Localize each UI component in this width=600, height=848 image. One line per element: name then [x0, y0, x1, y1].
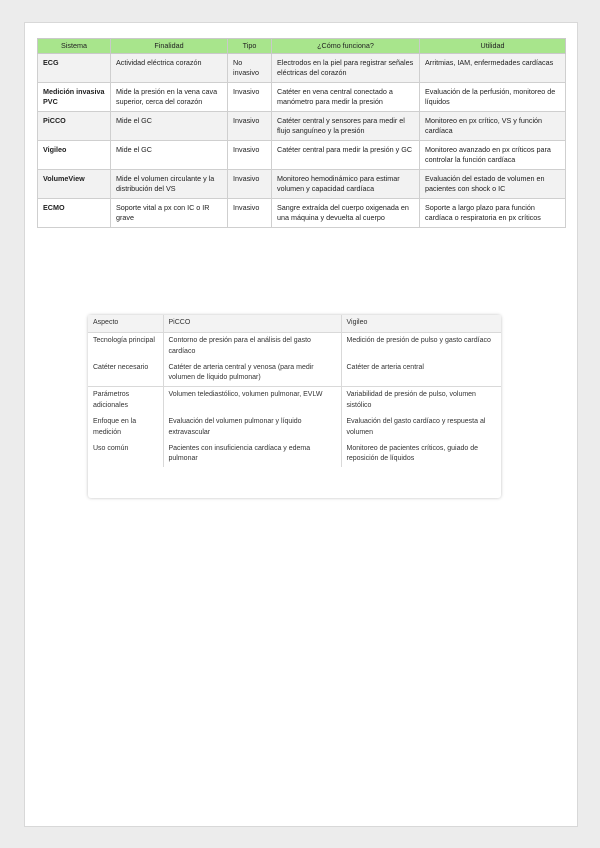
table-header-row — [88, 315, 501, 332]
how-cell: Catéter central y sensores para medir el flujo sanguíneo y la presión — [272, 112, 420, 141]
utility-cell: Soporte a largo plazo para función cardíaca o respiratoria en px críticos — [420, 199, 566, 228]
picco-cell: Volumen telediastólico, volumen pulmonar, EVLW — [163, 387, 341, 414]
system-cell: ECMO — [38, 199, 111, 228]
vigileo-cell: Evaluación del gasto cardíaco y respuesta al volumen — [346, 417, 486, 436]
utility-cell: Monitoreo en px crítico, VS y función cardíaca — [420, 112, 566, 141]
utility-cell: Arritmias, IAM, enfermedades cardíacas — [420, 54, 566, 83]
how-cell: Catéter en vena central conectado a manómetro para medir la presión — [272, 83, 420, 112]
comparison-table-card — [88, 315, 501, 498]
aspect-cell: Uso común — [88, 441, 163, 468]
purpose-cell: Mide el GC — [111, 141, 228, 170]
utility-cell: Evaluación de la perfusión, monitoreo de líquidos — [420, 83, 566, 112]
type-cell: Invasivo — [228, 112, 272, 141]
aspect-cell: Enfoque en la medición — [88, 414, 163, 441]
system-cell: Medición invasiva PVC — [38, 83, 111, 112]
how-cell: Electrodos en la piel para registrar señales eléctricas del corazón — [272, 54, 420, 83]
system-cell: Vigileo — [38, 141, 111, 170]
table-row — [88, 414, 501, 441]
table-row — [38, 199, 566, 228]
table-row — [38, 83, 566, 112]
system-cell: VolumeView — [38, 170, 111, 199]
aspect-cell: Parámetros adicionales — [88, 387, 163, 414]
vigileo-cell: Variabilidad de presión de pulso, volumen sistólico — [341, 387, 501, 414]
how-cell: Catéter central para medir la presión y GC — [272, 141, 420, 170]
purpose-cell: Mide el GC — [111, 112, 228, 141]
vigileo-cell: Monitoreo de pacientes críticos, guiado de reposición de líquidos — [346, 444, 479, 463]
header-cell: Tipo — [228, 39, 272, 54]
table-row — [88, 441, 501, 468]
header-cell: Sistema — [38, 39, 111, 54]
picco-cell: Pacientes con insuficiencia cardíaca y edema pulmonar — [163, 441, 341, 468]
table-header-row — [38, 39, 566, 54]
header-cell: Aspecto — [88, 315, 163, 332]
table-row — [38, 54, 566, 83]
purpose-cell: Soporte vital a px con IC o IR grave — [111, 199, 228, 228]
purpose-cell: Mide la presión en la vena cava superior, cerca del corazón — [111, 83, 228, 112]
type-cell: Invasivo — [228, 199, 272, 228]
how-cell: Monitoreo hemodinámico para estimar volumen y capacidad cardíaca — [272, 170, 420, 199]
table-row — [88, 387, 501, 414]
picco-vigileo-comparison-table — [88, 315, 501, 467]
how-cell: Sangre extraída del cuerpo oxigenada en una máquina y devuelta al cuerpo — [272, 199, 420, 228]
vigileo-cell: Catéter de arteria central — [346, 363, 424, 371]
vigileo-cell: Medición de presión de pulso y gasto cardíaco — [346, 336, 491, 344]
picco-cell: Catéter de arteria central y venosa (para medir volumen de líquido pulmonar) — [163, 360, 341, 387]
aspect-cell: Catéter necesario — [88, 360, 163, 387]
header-cell: Utilidad — [420, 39, 566, 54]
type-cell: No invasivo — [228, 54, 272, 83]
header-cell: ¿Cómo funciona? — [272, 39, 420, 54]
purpose-cell: Actividad eléctrica corazón — [111, 54, 228, 83]
table-row — [38, 170, 566, 199]
utility-cell: Evaluación del estado de volumen en pacientes con shock o IC — [420, 170, 566, 199]
table-row — [38, 112, 566, 141]
header-cell: Finalidad — [111, 39, 228, 54]
table-row — [88, 360, 501, 387]
type-cell: Invasivo — [228, 141, 272, 170]
system-cell: PiCCO — [38, 112, 111, 141]
aspect-cell: Tecnología principal — [88, 332, 163, 359]
table-row — [88, 332, 501, 359]
type-cell: Invasivo — [228, 83, 272, 112]
monitoring-systems-table — [37, 38, 566, 228]
system-cell: ECG — [38, 54, 111, 83]
purpose-cell: Mide el volumen circulante y la distribución del VS — [111, 170, 228, 199]
header-cell: Vigileo — [341, 315, 501, 332]
utility-cell: Monitoreo avanzado en px críticos para controlar la función cardíaca — [420, 141, 566, 170]
picco-cell: Evaluación del volumen pulmonar y líquido extravascular — [163, 414, 341, 441]
header-cell: PiCCO — [163, 315, 341, 332]
picco-cell: Contorno de presión para el análisis del gasto cardíaco — [163, 332, 341, 359]
document-page — [24, 22, 578, 827]
table-row — [38, 141, 566, 170]
type-cell: Invasivo — [228, 170, 272, 199]
